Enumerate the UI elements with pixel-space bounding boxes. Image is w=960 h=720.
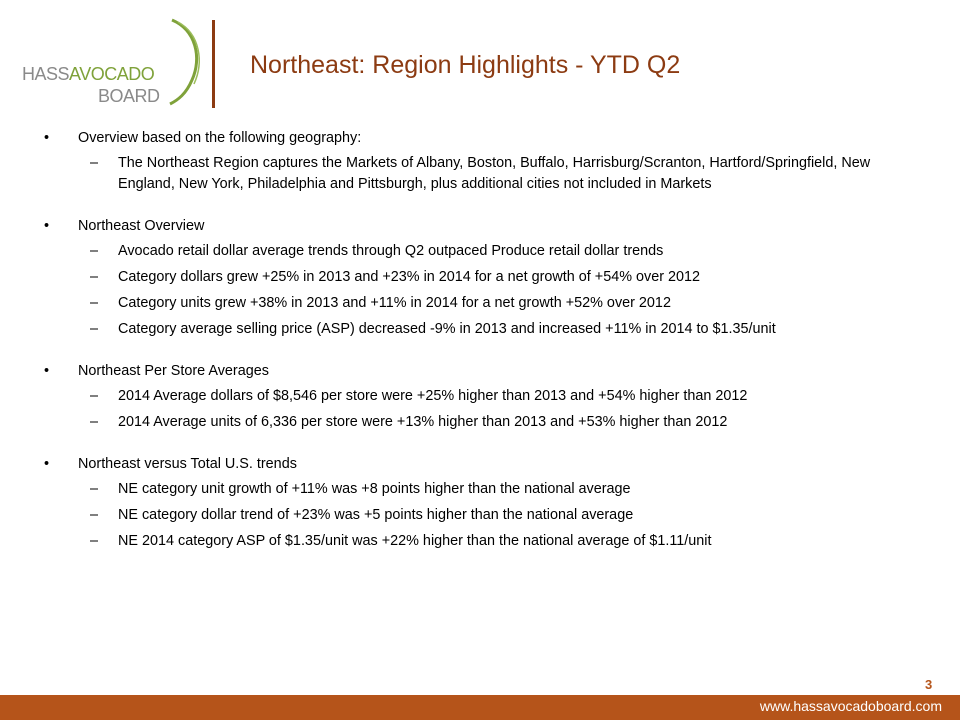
dash-glyph: – — [90, 507, 99, 523]
bullet-glyph: • — [44, 130, 50, 146]
footer-url: www.hassavocadoboard.com — [759, 698, 942, 714]
bullet-glyph: • — [44, 218, 50, 234]
section-geography — [44, 128, 924, 195]
bullet-glyph: • — [44, 363, 50, 379]
dash-glyph: – — [90, 414, 99, 430]
sub-bullet: – NE category dollar trend of +23% was +5 points higher than the national average — [44, 505, 924, 526]
bullet-heading: • Northeast Overview — [44, 216, 924, 237]
page-number: 3 — [925, 677, 933, 692]
avocado-swoosh-icon — [166, 18, 206, 108]
bullet-heading: • Northeast versus Total U.S. trends — [44, 454, 924, 475]
sub-bullet: – Category average selling price (ASP) decreased -9% in 2013 and increased +11% in 2014 to $1.35/unit — [44, 319, 924, 340]
dash-glyph: – — [90, 533, 99, 549]
sub-bullet: – Category units grew +38% in 2013 and +11% in 2014 for a net growth +52% over 2012 — [44, 293, 924, 314]
sub-bullet: – The Northeast Region captures the Markets of Albany, Boston, Buffalo, Harrisburg/Scranton, Hartford/Springfield, New England, New York, Philadelphia and Pittsburgh, plus additional cities not included in Markets — [90, 155, 871, 192]
sub-bullet: – 2014 Average dollars of $8,546 per store were +25% higher than 2013 and +54% higher than 2012 — [44, 386, 924, 407]
dash-glyph: – — [90, 295, 99, 311]
slide-title: Northeast: Region Highlights - YTD Q2 — [250, 51, 681, 79]
logo-wordmark-line2: BOARD — [98, 86, 160, 106]
bullet-heading: • Overview based on the following geography: — [44, 128, 924, 149]
header-divider — [212, 20, 215, 108]
dash-glyph: – — [90, 481, 99, 497]
sub-bullet: – Avocado retail dollar average trends through Q2 outpaced Produce retail dollar trends — [44, 241, 924, 262]
section-vs-us — [44, 454, 924, 552]
dash-glyph: – — [90, 243, 99, 259]
hass-avocado-board-logo — [20, 14, 210, 110]
dash-glyph: – — [90, 269, 99, 285]
footer-bar — [0, 695, 960, 720]
logo-wordmark-line1: HASSAVOCADO — [22, 64, 155, 84]
slide-body — [44, 128, 924, 573]
section-per-store — [44, 361, 924, 433]
sub-bullet: – NE category unit growth of +11% was +8 points higher than the national average — [44, 479, 924, 500]
dash-glyph: – — [90, 321, 99, 337]
dash-glyph: – — [90, 388, 99, 404]
sub-bullet: – NE 2014 category ASP of $1.35/unit was +22% higher than the national average of $1.11/unit — [44, 531, 924, 552]
bullet-heading: • Northeast Per Store Averages — [44, 361, 924, 382]
sub-bullet: – 2014 Average units of 6,336 per store were +13% higher than 2013 and +53% higher than 2012 — [44, 412, 924, 433]
sub-bullet: – Category dollars grew +25% in 2013 and +23% in 2014 for a net growth of +54% over 2012 — [44, 267, 924, 288]
section-overview — [44, 216, 924, 340]
dash-glyph: – — [90, 155, 99, 171]
bullet-glyph: • — [44, 456, 50, 472]
